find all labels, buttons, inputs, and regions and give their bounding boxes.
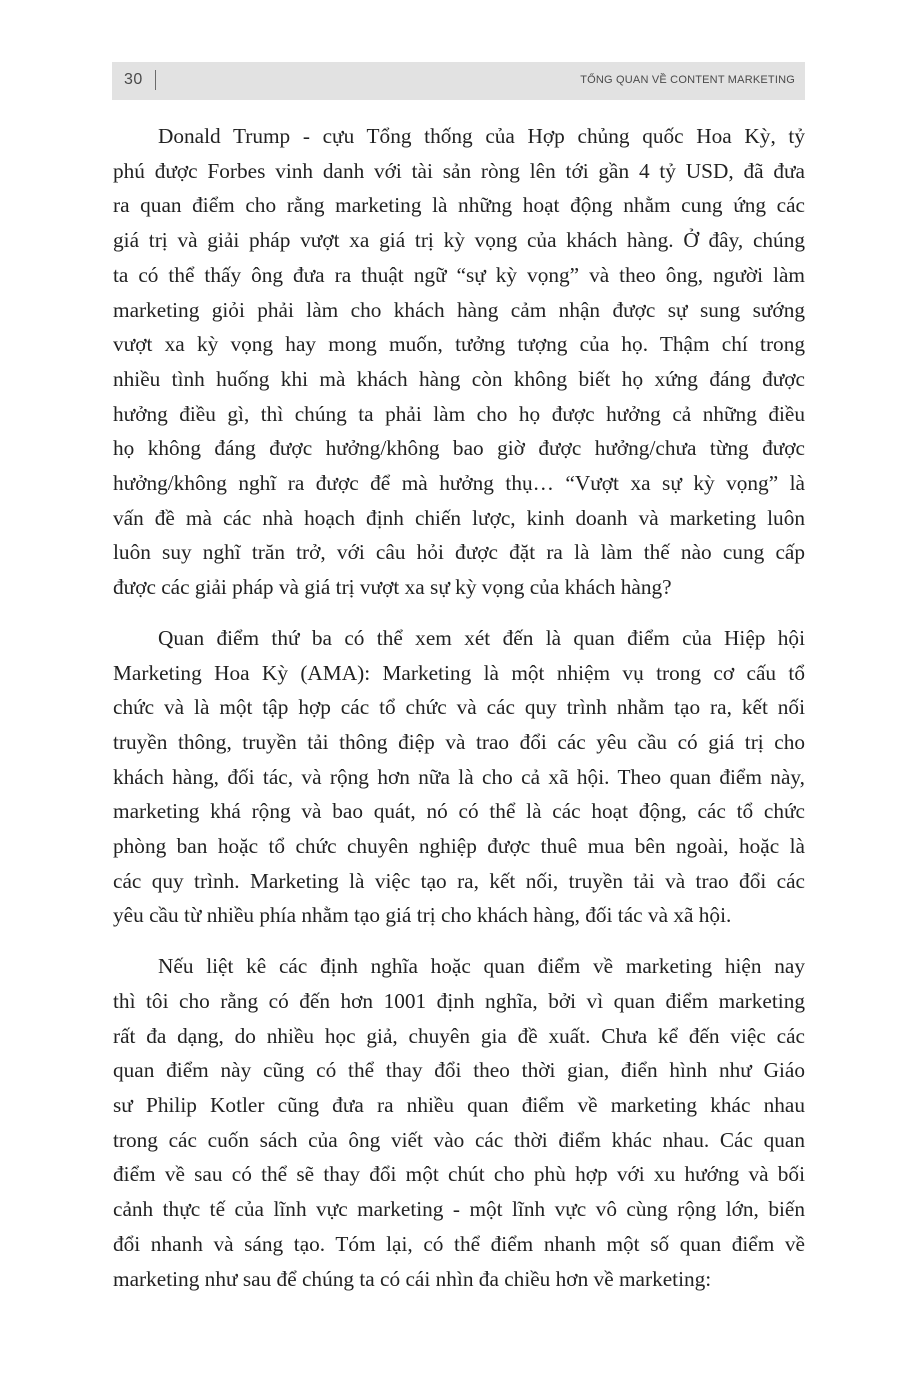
text-line: marketing giỏi phải làm cho khách hàng cảm nhận được sự sung sướng [113,297,805,322]
text-line: ta có thể thấy ông đưa ra thuật ngữ “sự kỳ vọng” và theo ông, người làm [113,262,805,287]
text-line: phú được Forbes vinh danh với tài sản ròng lên tới gần 4 tỷ USD, đã đưa [113,158,805,183]
header-divider [155,70,156,90]
text-line: Nếu liệt kê các định nghĩa hoặc quan điểm về marketing hiện nay [158,954,805,979]
text-line: luôn suy nghĩ trăn trở, với câu hỏi được đặt ra là làm thế nào cung cấp [113,540,805,565]
text-line: yêu cầu từ nhiều phía nhằm tạo giá trị cho khách hàng, đối tác và xã hội. [113,903,732,928]
running-title: TỔNG QUAN VỀ CONTENT MARKETING [580,74,795,86]
text-line: giá trị và giải pháp vượt xa giá trị kỳ vọng của khách hàng. Ở đây, chúng [113,228,805,253]
text-line: marketing như sau để chúng ta có cái nhìn đa chiều hơn về marketing: [113,1266,712,1291]
text-line: thì tôi cho rằng có đến hơn 1001 định nghĩa, bởi vì quan điểm marketing [113,988,805,1013]
text-line: được các giải pháp và giá trị vượt xa sự kỳ vọng của khách hàng? [113,575,672,600]
text-line: phòng ban hoặc tổ chức chuyên nghiệp được thuê mua bên ngoài, hoặc là [113,834,805,859]
text-line: rất đa dạng, do nhiều học giả, chuyên gia đề xuất. Chưa kể đến việc các [113,1023,805,1048]
text-line: vấn đề mà các nhà hoạch định chiến lược, kinh doanh và marketing luôn [113,505,805,530]
page-header [112,62,805,100]
text-line: họ không đáng được hưởng/không bao giờ được hưởng/chưa từng được [113,436,805,461]
text-line: chức và là một tập hợp các tổ chức và các quy trình nhằm tạo ra, kết nối [113,695,805,720]
text-line: ra quan điểm cho rằng marketing là những hoạt động nhằm cung ứng các [113,193,805,218]
body-text [113,119,805,1312]
text-line: khách hàng, đối tác, và rộng hơn nữa là cho cả xã hội. Theo quan điểm này, [113,764,805,789]
text-line: truyền thông, truyền tải thông điệp và trao đổi các yêu cầu có giá trị cho [113,729,805,754]
text-line: điểm về sau có thể sẽ thay đổi một chút cho phù hợp với xu hướng và bối [113,1162,805,1187]
text-line: cảnh thực tế của lĩnh vực marketing - một lĩnh vực vô cùng rộng lớn, biến [113,1197,805,1222]
text-line: các quy trình. Marketing là việc tạo ra, kết nối, truyền tải và trao đổi các [113,868,805,893]
page-number: 30 [124,71,143,88]
text-line: Marketing Hoa Kỳ (AMA): Marketing là một nhiệm vụ trong cơ cấu tổ [113,660,805,685]
text-line: vượt xa kỳ vọng hay mong muốn, tưởng tượng của họ. Thậm chí trong [113,332,805,357]
text-line: trong các cuốn sách của ông viết vào các thời điểm khác nhau. Các quan [113,1127,805,1152]
paragraph [113,621,805,933]
text-line: hưởng điều gì, thì chúng ta phải làm cho họ được hưởng cả những điều [113,401,805,426]
paragraph [113,119,805,605]
text-line: hưởng/không nghĩ ra được để mà hưởng thụ… “Vượt xa sự kỳ vọng” là [113,471,805,496]
text-line: đổi nhanh và sáng tạo. Tóm lại, có thể điểm nhanh một số quan điểm về [113,1231,805,1256]
text-line: quan điểm này cũng có thể thay đổi theo thời gian, điển hình như Giáo [113,1058,805,1083]
text-line: sư Philip Kotler cũng đưa ra nhiều quan điểm về marketing khác nhau [113,1092,805,1117]
text-line: marketing khá rộng và bao quát, nó có thể là các hoạt động, các tổ chức [113,799,805,824]
text-line: Quan điểm thứ ba có thể xem xét đến là quan điểm của Hiệp hội [158,625,805,650]
paragraph [113,949,805,1296]
text-line: Donald Trump - cựu Tổng thống của Hợp chủng quốc Hoa Kỳ, tỷ [158,124,805,148]
text-line: nhiều tình huống khi mà khách hàng còn không biết họ xứng đáng được [113,366,805,391]
